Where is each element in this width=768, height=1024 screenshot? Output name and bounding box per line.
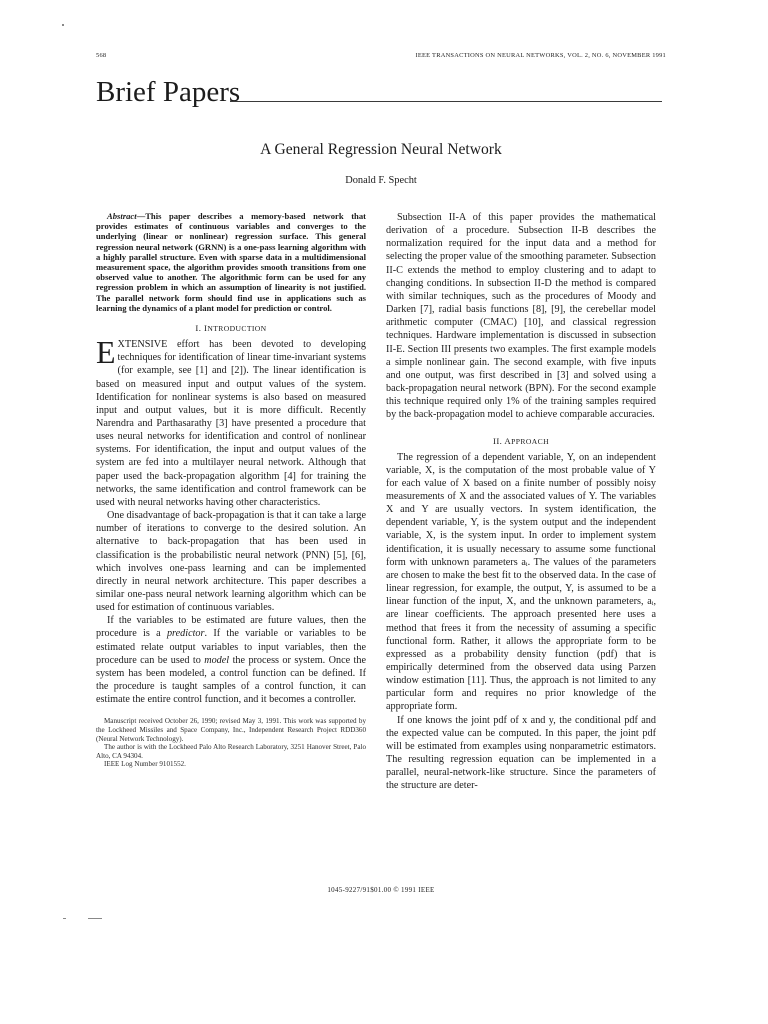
footnote-manuscript: Manuscript received October 26, 1990; revised May 3, 1991. This work was supported by the Lockheed Missiles and Space Company, Inc., Independent Research Project RDD360 (Neural Network Technology). [96,717,366,743]
footnote-log-number: IEEE Log Number 9101552. [104,760,186,769]
right-column [386,211,656,793]
approach-paragraph-1: The regression of a dependent variable, Y, on an independent variable, X, is the computation of the most probable value of Y for each value of X based on a finite number of possibly noisy measurements of X and the associated values of Y. The variables X and Y are usually vectors. In system identification, the dependent variable, Y, is the system output and the independent variable, X, is the system input. In order to implement system identification, it is usually necessary to assume some functional form with unknown parameters aᵢ. The values of the parameters are chosen to make the best fit to the observed data. In the case of linear regression, for example, the output, Y, is assumed to be a linear function of the input, X, and the unknown parameters, aᵢ, are linear coefficients. The approach presented here uses a method that frees it from the necessity of assuming a specific functional form. Rather, it allows the appropriate form to be expressed as a probability density function (pdf) that is empirically determined from the observed data using Parzen window estimation [11]. Thus, the approach is not limited to any particular form and requires no prior knowledge of the appropriate form. [386,451,656,713]
paper-title: A General Regression Neural Network [260,141,502,158]
introduction-paragraph-1 [96,334,366,509]
introduction-heading-cap: I [203,323,208,334]
abstract-text: —This paper describes a memory-based network that provides estimates of continuous variables and converges to the underlying (linear or nonlinear) regression surface. This general regression neural network (GRNN) is a one-pass learning algorithm with a highly parallel structure. Even with sparse data in a multidimensional measurement space, the algorithm provides smooth transitions from one observed value to another. The algorithmic form can be used for any regression problem in which an assumption of linearity is not justified. The parallel network form should find use in applications such as learning the dynamics of a plant model for prediction or control. [96,211,366,313]
introduction-paragraph-1-text: XTENSIVE effort has been devoted to developing techniques for identification of linear time-invariant systems (for example, see [1] and [2]). The linear identification is based on measured input and output values of the system. Identification for nonlinear systems is also based on measured input and output values, but it is more difficult. Recently Narendra and Parthasarathy [3] have presented a procedure that uses neural networks for identification and control of nonlinear systems. For identification, the input and output values of the system are fed into a multilayer neural network. Although that paper used the back-propagation algorithm [4] for training the networks, the same identification and control framework can be used with neural networks having other characteristics. [96,339,366,508]
introduction-heading [96,323,366,333]
section-title: Brief Papers [96,76,241,108]
overview-paragraph: Subsection II-A of this paper provides the mathematical derivation of a procedure. Subsection II-B describes the normalization required for the input data and a method for selecting the proper value of the smoothing parameter. Subsection II-C extends the method to employ clustering and to adapt to changing conditions. In subsection II-D the method is compared with similar techniques, such as the procedures of Moody and Darken [7], radial basis functions [8], [9], the cerebellar model arithmetic computer (CMAC) [10], and classical regression techniques. Hardware implementation is discussed in subsection II-E. Section III presents two examples. The first example models a simple nonlinear gain. The second example, with five inputs and one output, was first described in [3] and solved using a back-propagation neural network (BPN). For the second example this technique required only 1% of the training samples required by the back-propagation model to achieve comparable accuracies. [386,212,656,421]
emphasis-model: model [204,654,230,666]
introduction-heading-rest: NTRODUCTION [207,324,267,334]
left-column [96,211,366,769]
section-rule [230,101,662,102]
introduction-paragraph-3-b: . If the variable or variables to be estimated relate output variables to input variables, then the procedure can be used to [96,628,366,666]
page-number: 568 [96,52,107,59]
drop-cap: E [96,334,116,371]
introduction-paragraph-2: One disadvantage of back-propagation is that it can take a large number of iterations to converge to the desired solution. An alternative to back-propagation that has been used in classification is the probabilistic neural network (PNN) [5], [6], which involves one-pass learning and can be implemented directly in neural network architecture. This paper describes a similar one-pass neural network learning algorithm which can be used for estimation of continuous variables. [96,510,366,614]
footnote-affiliation: The author is with the Lockheed Palo Alto Research Laboratory, 3251 Hanover Street, Palo Alto, CA 94304. [96,743,366,760]
approach-number: II. [493,435,503,446]
emphasis-predictor: predictor [166,628,205,640]
footnotes [96,717,366,769]
journal-citation: IEEE TRANSACTIONS ON NEURAL NETWORKS, VOL. 2, NO. 6, NOVEMBER 1991 [415,52,666,59]
approach-heading-rest: PPROACH [511,436,549,446]
abstract [96,211,366,313]
scan-speck [63,918,66,919]
introduction-number: I. [195,323,202,334]
approach-paragraph-2: If one knows the joint pdf of x and y, the conditional pdf and the expected value can be computed. In this paper, the joint pdf will be estimated from examples using nonparametric estimators. The resulting regression equation can be implemented in a parallel, neural-network-like structure. Since the parameters of the structure are deter- [386,714,656,792]
introduction-paragraph-3-c: the process or system. Once the system has been modeled, a control function can be defined. If the procedure is taught samples of a control function, it can estimate the entire control function, and it becomes a controller. [96,654,366,706]
approach-heading [386,436,656,446]
introduction-paragraph-3 [96,614,366,706]
introduction-paragraph-3-a: If the variables to be estimated are future values, then the procedure is a [96,615,366,640]
scan-speck [88,918,102,919]
approach-heading-cap: A [504,435,512,446]
abstract-lead: Abstract [107,211,137,221]
copyright-footer: 1045-9227/91$01.00 © 1991 IEEE [327,886,435,894]
paper-author: Donald F. Specht [345,175,417,186]
scan-speck [62,24,64,26]
